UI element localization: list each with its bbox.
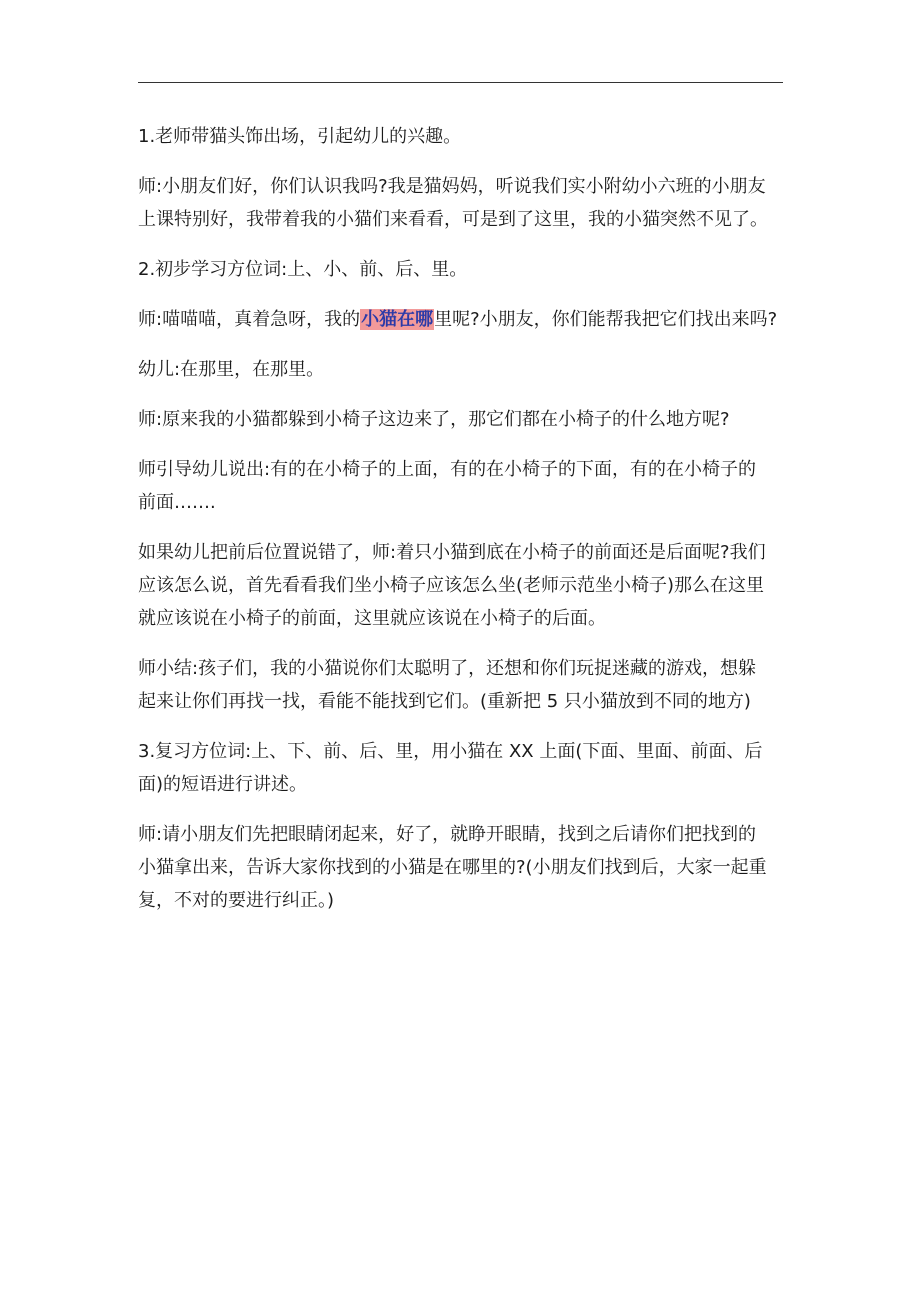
paragraph-7-line-2: 前面……. xyxy=(138,492,216,513)
paragraph-7-line-1: 师引导幼儿说出:有的在小椅子的上面，有的在小椅子的下面，有的在小椅子的 xyxy=(138,459,757,480)
paragraph-8-line-1: 如果幼儿把前后位置说错了，师:着只小猫到底在小椅子的前面还是后面呢?我们 xyxy=(138,542,766,563)
paragraph-6-text: 师:原来我的小猫都躲到小椅子这边来了，那它们都在小椅子的什么地方呢? xyxy=(138,409,730,430)
paragraph-9-line-1: 师小结:孩子们，我的小猫说你们太聪明了，还想和你们玩捉迷藏的游戏，想躲 xyxy=(138,658,757,679)
paragraph-5-text: 幼儿:在那里，在那里。 xyxy=(138,359,325,380)
paragraph-1-text: 1.老师带猫头饰出场，引起幼儿的兴趣。 xyxy=(138,126,462,147)
paragraph-2-line-2: 上课特别好，我带着我的小猫们来看看，可是到了这里，我的小猫突然不见了。 xyxy=(138,209,768,230)
paragraph-4-after: 里呢?小朋友，你们能帮我把它们找出来吗? xyxy=(434,309,778,330)
paragraph-6 xyxy=(138,403,790,436)
paragraph-11 xyxy=(138,818,790,917)
header-rule xyxy=(138,82,783,83)
paragraph-11-line-3: 复，不对的要进行纠正。) xyxy=(138,890,335,911)
paragraph-1 xyxy=(138,120,790,153)
paragraph-10-line-2: 面)的短语进行讲述。 xyxy=(138,774,308,795)
highlighted-text: 小猫在哪 xyxy=(361,309,434,330)
paragraph-8-line-2: 应该怎么说，首先看看我们坐小椅子应该怎么坐(老师示范坐小椅子)那么在这里 xyxy=(138,575,765,596)
paragraph-7 xyxy=(138,453,790,519)
paragraph-2 xyxy=(138,170,790,236)
paragraph-8 xyxy=(138,536,790,635)
paragraph-8-line-3: 就应该说在小椅子的前面，这里就应该说在小椅子的后面。 xyxy=(138,608,606,629)
paragraph-11-line-2: 小猫拿出来，告诉大家你找到的小猫是在哪里的?(小朋友们找到后，大家一起重 xyxy=(138,857,767,878)
paragraph-10 xyxy=(138,735,790,801)
paragraph-3-text: 2.初步学习方位词:上、小、前、后、里。 xyxy=(138,259,468,280)
paragraph-9-line-2: 起来让你们再找一找，看能不能找到它们。(重新把 5 只小猫放到不同的地方) xyxy=(138,691,751,712)
paragraph-3 xyxy=(138,253,790,286)
paragraph-5 xyxy=(138,353,790,386)
document-body xyxy=(138,120,790,934)
paragraph-2-line-1: 师:小朋友们好，你们认识我吗?我是猫妈妈，听说我们实小附幼小六班的小朋友 xyxy=(138,176,766,197)
paragraph-11-line-1: 师:请小朋友们先把眼睛闭起来，好了，就睁开眼睛，找到之后请你们把找到的 xyxy=(138,824,757,845)
paragraph-9 xyxy=(138,652,790,718)
paragraph-10-line-1: 3.复习方位词:上、下、前、后、里，用小猫在 XX 上面(下面、里面、前面、后 xyxy=(138,741,763,762)
paragraph-4-before: 师:喵喵喵，真着急呀，我的 xyxy=(138,309,361,330)
paragraph-4 xyxy=(138,303,790,336)
